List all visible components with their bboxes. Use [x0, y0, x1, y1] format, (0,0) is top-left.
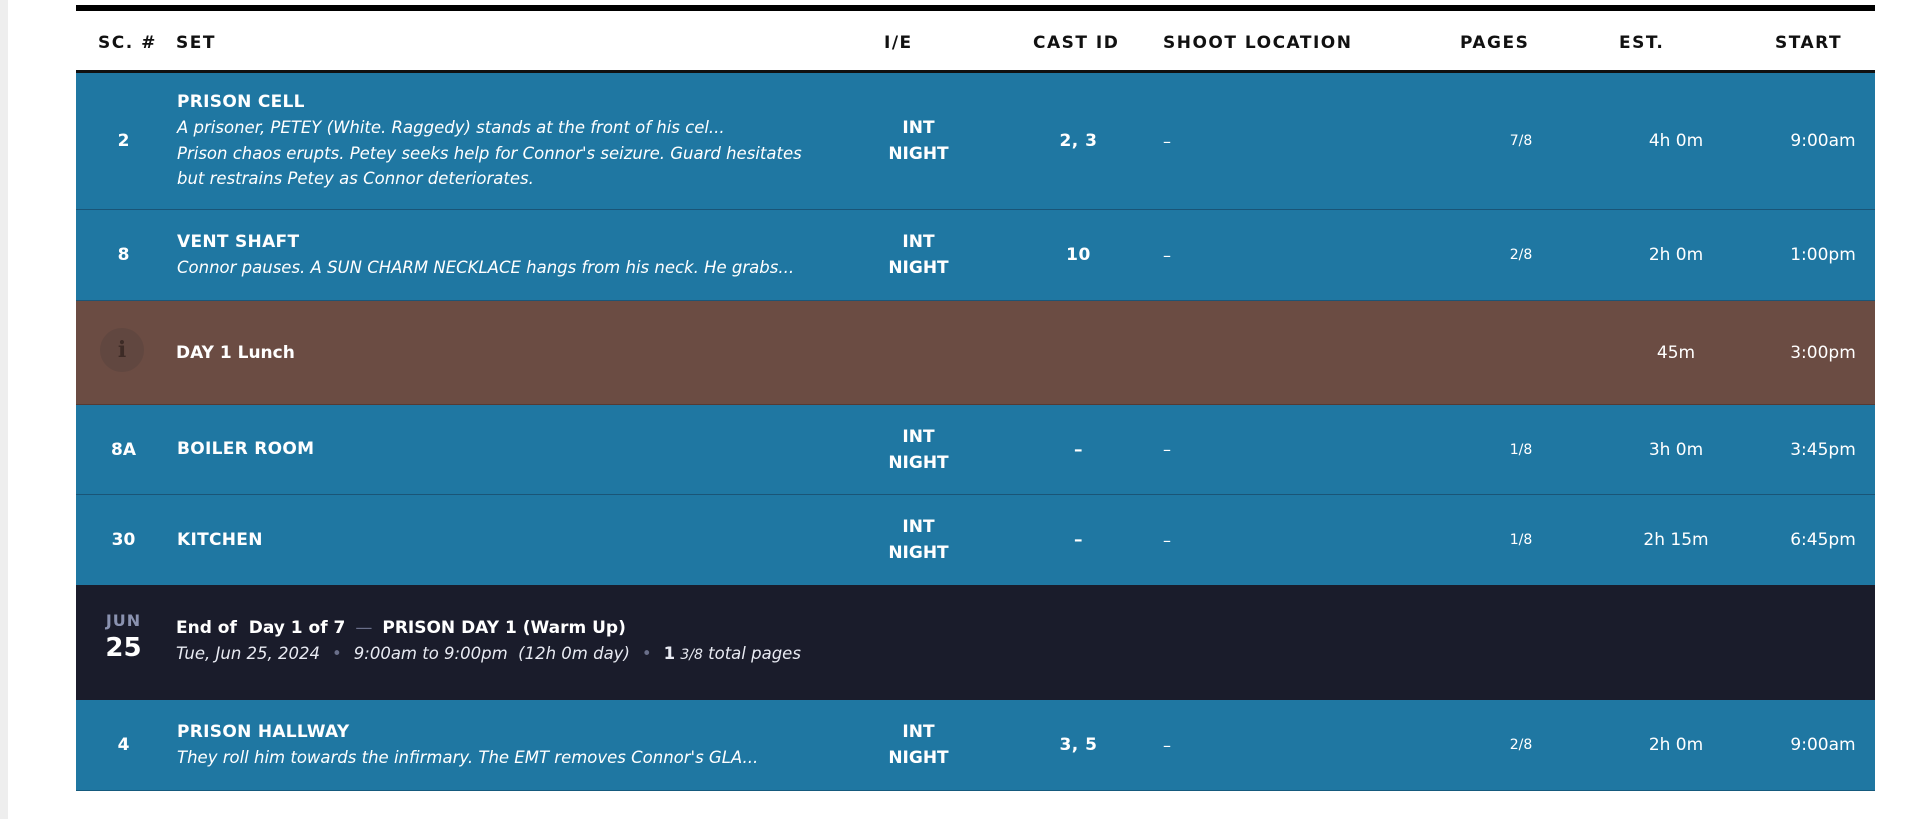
cast-ids: – [1074, 439, 1083, 460]
set-name: PRISON CELL [177, 92, 305, 113]
time-of-day: NIGHT [888, 748, 949, 768]
cast-ids: 3, 5 [1059, 735, 1098, 755]
shoot-date: Tue, Jun 25, 2024 [176, 644, 321, 663]
scene-strip[interactable] [76, 405, 1875, 495]
day-break-title [176, 618, 626, 638]
col-header-location[interactable]: SHOOT LOCATION [1163, 33, 1353, 53]
int-ext-cell [856, 210, 981, 300]
cast-ids: 10 [1066, 245, 1091, 265]
page-count: 2/8 [1509, 247, 1533, 263]
scene-strip[interactable] [76, 73, 1875, 210]
page-count: 1/8 [1509, 441, 1533, 458]
set-name: VENT SHAFT [177, 231, 300, 252]
start-time: 9:00am [1790, 131, 1856, 151]
stripboard-table [76, 5, 1875, 791]
scene-description: Connor pauses. A SUN CHARM NECKLACE hangs from his neck. He grabs... [177, 257, 795, 277]
total-pages-whole: 1 [663, 644, 676, 663]
estimate-time: 2h 15m [1643, 530, 1709, 550]
int-ext: INT [902, 722, 935, 742]
set-name: BOILER ROOM [177, 439, 315, 459]
col-header-est[interactable]: EST. [1619, 33, 1665, 53]
estimate-time: 4h 0m [1648, 131, 1704, 151]
scene-strip[interactable] [76, 210, 1875, 301]
day-break-strip[interactable] [76, 585, 1875, 700]
meal-break-strip[interactable] [76, 301, 1875, 405]
shoot-day-name: PRISON DAY 1 (Warm Up) [382, 618, 626, 638]
shoot-location: – [1163, 245, 1171, 265]
info-icon[interactable]: i [100, 328, 144, 372]
set-cell [177, 700, 807, 790]
shoot-location: – [1163, 735, 1171, 755]
col-header-cast[interactable]: CAST ID [1033, 33, 1120, 53]
time-of-day: NIGHT [888, 543, 949, 563]
page-count: 2/8 [1509, 737, 1533, 753]
time-of-day: NIGHT [888, 258, 949, 278]
shoot-location: – [1163, 131, 1171, 151]
estimate-time: 3h 0m [1648, 439, 1704, 460]
col-header-start[interactable]: START [1775, 33, 1843, 53]
start-time: 3:00pm [1790, 342, 1856, 363]
cast-ids: – [1074, 530, 1083, 550]
int-ext: INT [902, 232, 935, 252]
time-of-day: NIGHT [888, 452, 949, 473]
set-cell [177, 210, 807, 300]
estimate-time: 2h 0m [1648, 735, 1704, 755]
int-ext-cell [856, 405, 981, 494]
scene-description: They roll him towards the infirmary. The EMT removes Connor's GLA... [177, 747, 759, 767]
start-time: 6:45pm [1790, 530, 1856, 550]
scene-number: 30 [111, 530, 136, 550]
day-break-details [176, 644, 801, 663]
int-ext: INT [902, 426, 935, 447]
meal-break-label: DAY 1 Lunch [176, 342, 295, 363]
day-date-badge [76, 611, 171, 665]
table-header [76, 11, 1875, 73]
estimate-time: 45m [1656, 342, 1696, 363]
scene-strip[interactable] [76, 495, 1875, 585]
bullet-separator: • [332, 644, 342, 663]
col-header-ie[interactable]: I/E [884, 33, 913, 53]
int-ext-cell [856, 700, 981, 790]
set-cell [177, 405, 807, 494]
int-ext: INT [902, 517, 935, 537]
title-separator: — [355, 618, 373, 638]
col-header-pages[interactable]: PAGES [1460, 33, 1530, 53]
int-ext: INT [902, 118, 935, 138]
start-time: 1:00pm [1790, 245, 1856, 265]
total-pages-fraction: 3/8 [680, 647, 703, 663]
col-header-set[interactable]: SET [176, 33, 216, 53]
scene-number: 2 [117, 131, 130, 151]
date-day: 25 [105, 633, 142, 663]
start-time: 3:45pm [1790, 439, 1856, 460]
scene-number: 8 [117, 245, 130, 265]
estimate-time: 2h 0m [1648, 245, 1704, 265]
page-count: 7/8 [1509, 133, 1533, 149]
cast-ids: 2, 3 [1059, 131, 1098, 151]
date-month: JUN [105, 611, 142, 630]
shoot-location: – [1163, 530, 1171, 550]
scene-number: 4 [117, 735, 130, 755]
scene-number: 8A [111, 439, 136, 460]
set-cell [177, 495, 807, 585]
shoot-location: – [1163, 440, 1171, 459]
bullet-separator: • [641, 644, 652, 663]
left-edge-strip [0, 0, 8, 819]
set-name: PRISON HALLWAY [177, 721, 350, 742]
page-count: 1/8 [1509, 532, 1533, 548]
day-count-label: End of Day 1 of 7 [176, 618, 346, 638]
scene-strip[interactable] [76, 700, 1875, 791]
start-time: 9:00am [1790, 735, 1856, 755]
set-name: KITCHEN [177, 529, 263, 550]
total-pages-suffix: total pages [708, 644, 801, 663]
col-header-sc[interactable]: SC. # [98, 33, 157, 53]
int-ext-cell [856, 73, 981, 209]
scene-description: A prisoner, PETEY (White. Raggedy) stands at the front of his cel... Prison chaos erupts. Petey seeks help for Connor's seizure. Guard hesitates but restrains Petey as Connor deteriorates. [177, 118, 802, 189]
day-hours: 9:00am to 9:00pm (12h 0m day) [353, 644, 630, 663]
time-of-day: NIGHT [888, 144, 949, 164]
set-cell [177, 73, 807, 209]
int-ext-cell [856, 495, 981, 585]
